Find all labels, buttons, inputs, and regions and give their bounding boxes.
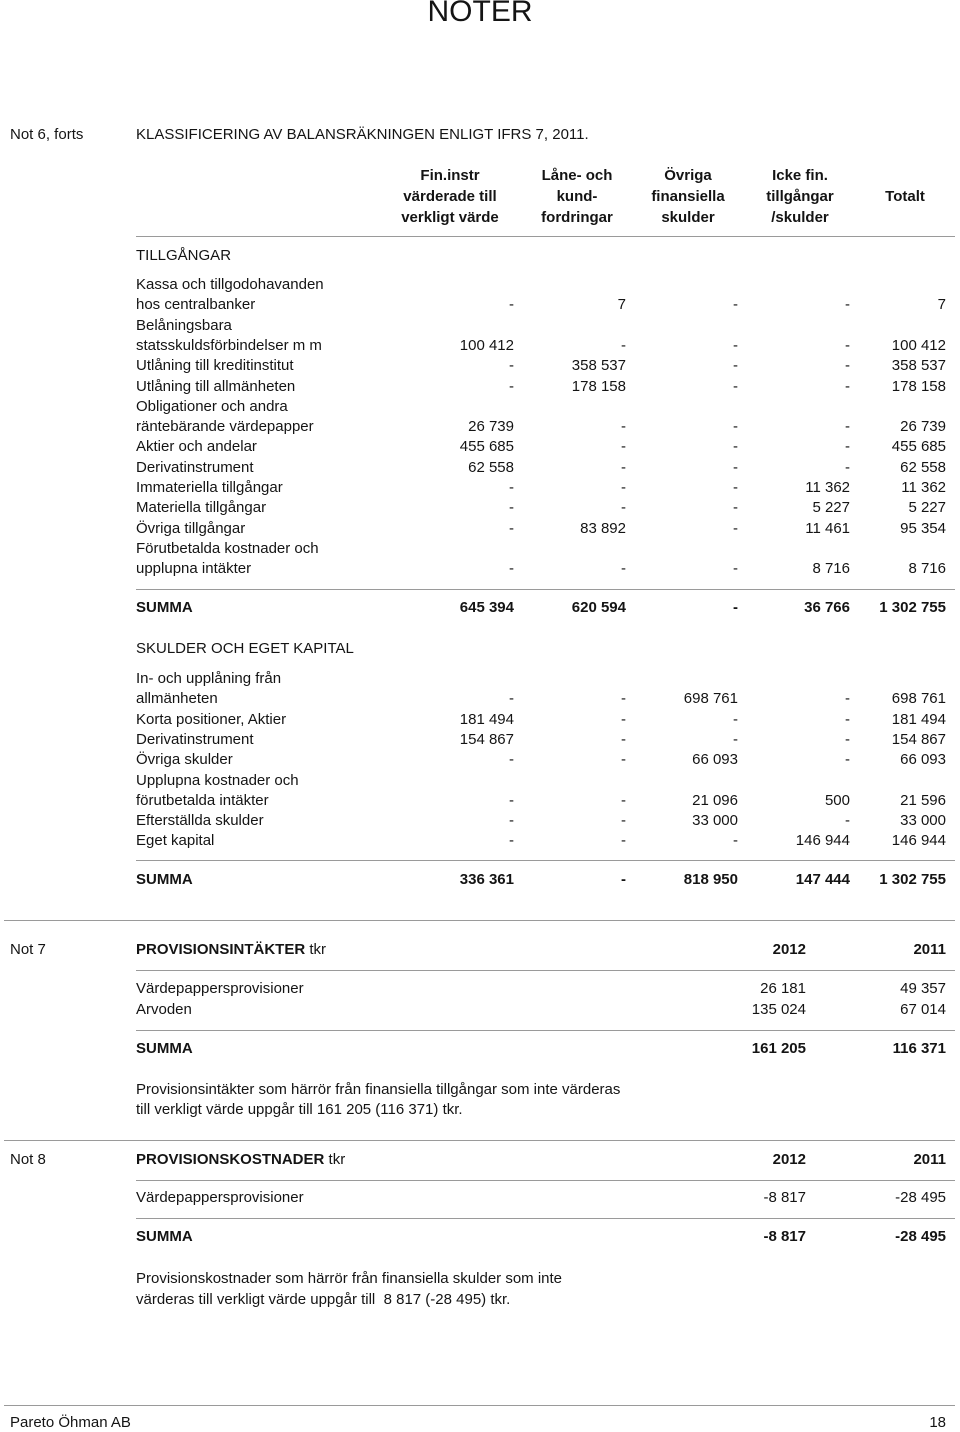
cell-value: - (845, 418, 850, 436)
table-row (0, 811, 960, 831)
table-row (0, 437, 960, 457)
row-label: SUMMA (136, 871, 193, 888)
cell-value: -8 817 (763, 1228, 806, 1245)
cell-value: 161 205 (751, 1040, 806, 1057)
comment-line: till verkligt värde uppgår till 161 205 (116 371) tkr. (136, 1101, 463, 1118)
table-row (0, 669, 960, 708)
comment-line: Provisionsintäkter som härrör från finansiella tillgångar som inte värderas (136, 1081, 621, 1098)
cell-value: - (621, 832, 626, 850)
total-row (0, 870, 960, 890)
cell-value: 5 227 (908, 499, 946, 517)
cell-value: - (733, 499, 738, 517)
note-unit: tkr (328, 1151, 346, 1168)
note-title (136, 940, 326, 960)
cell-value: 455 685 (891, 438, 946, 456)
row-label: Korta positioner, Aktier (136, 710, 287, 728)
cell-value: 62 558 (468, 458, 514, 476)
cell-value: - (733, 832, 738, 850)
page-title: NOTER (427, 0, 533, 28)
cell-value: 1 302 755 (879, 871, 946, 888)
table-row (0, 710, 960, 730)
cell-value: 818 950 (683, 871, 738, 888)
column-header-line: Totalt (885, 188, 925, 205)
row-label: Derivatinstrument (136, 458, 254, 476)
cell-value: - (509, 499, 514, 517)
cell-value: 8 716 (908, 560, 946, 578)
cell-value: 8 716 (812, 560, 850, 578)
cell-value: 178 158 (891, 377, 946, 395)
cell-value: - (621, 438, 626, 456)
cell-value: - (621, 871, 626, 888)
cell-value: 336 361 (459, 871, 514, 888)
cell-value: 5 227 (812, 499, 850, 517)
cell-value: - (509, 751, 514, 769)
column-header-non-financial (740, 165, 860, 228)
column-header-line: Övriga (664, 167, 712, 184)
row-label: Derivatinstrument (136, 730, 254, 748)
cell-value: - (509, 296, 514, 314)
cell-value: 181 494 (459, 710, 514, 728)
row-label: Aktier och andelar (136, 438, 257, 456)
row-label: Efterställda skulder (136, 812, 264, 830)
total-divider (136, 1030, 955, 1031)
cell-value: - (621, 560, 626, 578)
table-row (0, 356, 960, 376)
cell-value: 33 000 (692, 812, 738, 830)
section-heading-assets: TILLGÅNGAR (136, 247, 232, 264)
cell-value: 7 (937, 296, 946, 314)
cell-value: - (509, 690, 514, 708)
year-header: 2011 (913, 941, 946, 958)
total-divider (136, 860, 955, 861)
note-number: Not 7 (10, 941, 46, 958)
cell-value: 181 494 (891, 710, 946, 728)
note-number: Not 6, forts (10, 126, 84, 143)
cell-value: 11 362 (901, 479, 946, 496)
cell-value: 11 461 (805, 519, 850, 537)
cell-value: - (733, 418, 738, 436)
cell-value: - (845, 458, 850, 476)
cell-value: - (509, 479, 514, 496)
column-header-line: tillgångar (766, 188, 834, 205)
row-label: räntebärande värdepapper (136, 418, 314, 436)
cell-value: - (509, 791, 514, 809)
cell-value: - (509, 519, 514, 537)
footer-divider (4, 1405, 955, 1406)
cell-value: - (845, 751, 850, 769)
row-label: Materiella tillgångar (136, 499, 267, 517)
cell-value: - (733, 730, 738, 748)
column-header-line: värderade till (403, 188, 497, 205)
cell-value: 21 596 (900, 791, 946, 809)
table-row (0, 730, 960, 750)
cell-value: - (621, 479, 626, 496)
total-row (0, 1039, 960, 1059)
cell-value: - (509, 377, 514, 395)
cell-value: - (621, 690, 626, 708)
table-row (0, 519, 960, 539)
cell-value: -8 817 (763, 1189, 806, 1206)
cell-value: 36 766 (804, 599, 850, 616)
header-divider (136, 236, 955, 237)
table-row (0, 458, 960, 478)
row-label: SUMMA (136, 599, 193, 616)
table-row (0, 979, 960, 999)
row-label: upplupna intäkter (136, 560, 252, 578)
table-row (0, 831, 960, 851)
column-header-line: finansiella (651, 188, 725, 205)
column-header-line: skulder (661, 209, 715, 226)
table-row (0, 316, 960, 354)
cell-value: 66 093 (900, 751, 946, 769)
cell-value: - (621, 336, 626, 354)
table-row (0, 478, 960, 498)
cell-value: - (845, 812, 850, 830)
cell-value: 698 761 (891, 690, 946, 708)
note-number: Not 8 (10, 1151, 46, 1168)
row-label: Värdepappersprovisioner (136, 980, 304, 997)
cell-value: 154 867 (459, 730, 514, 748)
cell-value: 455 685 (459, 438, 514, 456)
total-row (0, 1227, 960, 1247)
cell-value: - (845, 336, 850, 354)
table-row (0, 771, 960, 809)
row-label: Förutbetalda kostnader och (136, 539, 319, 557)
cell-value: 26 739 (900, 418, 946, 436)
year-header: 2012 (772, 1151, 806, 1168)
cell-value: - (733, 479, 738, 496)
cell-value: - (621, 791, 626, 809)
table-row (0, 397, 960, 436)
row-label: In- och upplåning från (136, 670, 282, 687)
cell-value: 645 394 (459, 599, 514, 616)
cell-value: -28 495 (895, 1189, 946, 1206)
cell-value: - (845, 357, 850, 375)
column-header-line: Icke fin. (772, 167, 828, 184)
column-header-other-liabilities (628, 165, 748, 228)
total-divider (136, 589, 955, 590)
cell-value: - (733, 336, 738, 354)
cell-value: - (845, 730, 850, 748)
year-header: 2012 (772, 941, 806, 958)
cell-value: -28 495 (895, 1228, 946, 1245)
row-label: Obligationer och andra (136, 397, 288, 415)
cell-value: 500 (824, 791, 850, 809)
row-label: allmänheten (136, 690, 218, 708)
column-header-total (865, 186, 945, 207)
cell-value: - (621, 499, 626, 517)
cell-value: 135 024 (751, 1000, 806, 1018)
row-label: SUMMA (136, 1040, 193, 1057)
cell-value: 100 412 (891, 336, 946, 354)
row-label: Belåningsbara (136, 316, 232, 334)
row-label: Eget kapital (136, 832, 215, 850)
cell-value: 26 181 (760, 980, 806, 997)
cell-value: 33 000 (900, 812, 946, 830)
cell-value: - (621, 418, 626, 436)
cell-value: - (733, 599, 738, 616)
cell-value: - (733, 560, 738, 578)
note-unit: tkr (309, 941, 327, 958)
cell-value: 146 944 (891, 832, 946, 850)
cell-value: - (509, 832, 514, 850)
table-row (0, 750, 960, 770)
cell-value: 178 158 (571, 377, 626, 395)
cell-value: - (509, 560, 514, 578)
cell-value: 49 357 (900, 980, 946, 997)
column-header-line: kund- (556, 188, 598, 205)
cell-value: 1 302 755 (879, 599, 946, 616)
note-divider (4, 920, 955, 921)
total-divider (136, 1218, 955, 1219)
header-divider (136, 1180, 955, 1181)
cell-value: 95 354 (900, 519, 946, 537)
row-label: Övriga skulder (136, 751, 233, 769)
row-label: Värdepappersprovisioner (136, 1189, 304, 1206)
cell-value: - (733, 519, 738, 537)
cell-value: 26 739 (468, 418, 514, 436)
cell-value: 358 537 (891, 357, 946, 375)
row-label: Immateriella tillgångar (136, 479, 283, 496)
cell-value: 11 362 (805, 479, 850, 496)
section-heading-liabilities: SKULDER OCH EGET KAPITAL (136, 640, 354, 657)
total-row (0, 598, 960, 618)
cell-value: - (845, 690, 850, 708)
cell-value: 146 944 (795, 832, 850, 850)
cell-value: - (621, 730, 626, 748)
cell-value: - (733, 438, 738, 456)
cell-value: - (845, 710, 850, 728)
cell-value: 7 (617, 296, 626, 314)
cell-value: 147 444 (795, 871, 850, 888)
table-row (0, 539, 960, 578)
cell-value: - (621, 751, 626, 769)
cell-value: - (509, 357, 514, 375)
row-label: statsskuldsförbindelser m m (136, 336, 322, 354)
comment-line: Provisionskostnader som härrör från finansiella skulder som inte (136, 1270, 563, 1287)
cell-value: 67 014 (900, 1000, 946, 1018)
table-row (0, 1188, 960, 1208)
comment-line: värderas till verkligt värde uppgår till 8 817 (-28 495) tkr. (136, 1291, 511, 1308)
row-label: förutbetalda intäkter (136, 791, 269, 809)
cell-value: - (509, 812, 514, 830)
row-label: hos centralbanker (136, 296, 256, 314)
cell-value: 66 093 (692, 751, 738, 769)
note-title-text: PROVISIONSINTÄKTER (136, 941, 306, 958)
cell-value: - (733, 357, 738, 375)
cell-value: - (621, 458, 626, 476)
row-label: Utlåning till kreditinstitut (136, 357, 294, 375)
table-row (0, 377, 960, 397)
column-header-line: Låne- och (541, 167, 613, 184)
cell-value: - (621, 812, 626, 830)
note7-comment (136, 1080, 620, 1120)
column-header-fair-value (385, 165, 515, 228)
column-header-line: /skulder (771, 209, 829, 226)
cell-value: 100 412 (459, 336, 514, 354)
cell-value: 62 558 (900, 458, 946, 476)
note-title (136, 1150, 345, 1170)
row-label: Upplupna kostnader och (136, 771, 299, 789)
row-label: Övriga tillgångar (136, 519, 246, 537)
table-row (0, 275, 960, 314)
header-divider (136, 970, 955, 971)
cell-value: 620 594 (571, 599, 626, 616)
cell-value: - (845, 438, 850, 456)
table-row (0, 1000, 960, 1020)
row-label: Kassa och tillgodohavanden (136, 276, 324, 293)
cell-value: - (845, 296, 850, 314)
cell-value: - (733, 377, 738, 395)
page-number: 18 (929, 1414, 946, 1431)
row-label: Utlåning till allmänheten (136, 377, 296, 395)
cell-value: - (733, 710, 738, 728)
note-title-text: PROVISIONSKOSTNADER (136, 1151, 325, 1168)
cell-value: 358 537 (571, 357, 626, 375)
cell-value: 83 892 (580, 519, 626, 537)
year-header: 2011 (913, 1151, 946, 1168)
note-divider (4, 1140, 955, 1141)
cell-value: - (845, 377, 850, 395)
row-label: SUMMA (136, 1228, 193, 1245)
note8-comment (136, 1268, 562, 1310)
cell-value: - (733, 458, 738, 476)
note-heading: KLASSIFICERING AV BALANSRÄKNINGEN ENLIGT IFRS 7, 2011. (136, 126, 589, 143)
table-row (0, 498, 960, 518)
cell-value: 154 867 (891, 730, 946, 748)
cell-value: 21 096 (692, 791, 738, 809)
cell-value: - (621, 710, 626, 728)
cell-value: 116 371 (892, 1040, 946, 1057)
column-header-line: verkligt värde (401, 209, 499, 226)
column-header-line: fordringar (541, 209, 613, 226)
cell-value: 698 761 (683, 690, 738, 708)
column-header-line: Fin.instr (420, 167, 480, 184)
row-label: Arvoden (136, 1000, 192, 1018)
column-header-loans-receivables (512, 165, 642, 228)
cell-value: - (733, 296, 738, 314)
footer-company: Pareto Öhman AB (10, 1414, 131, 1431)
